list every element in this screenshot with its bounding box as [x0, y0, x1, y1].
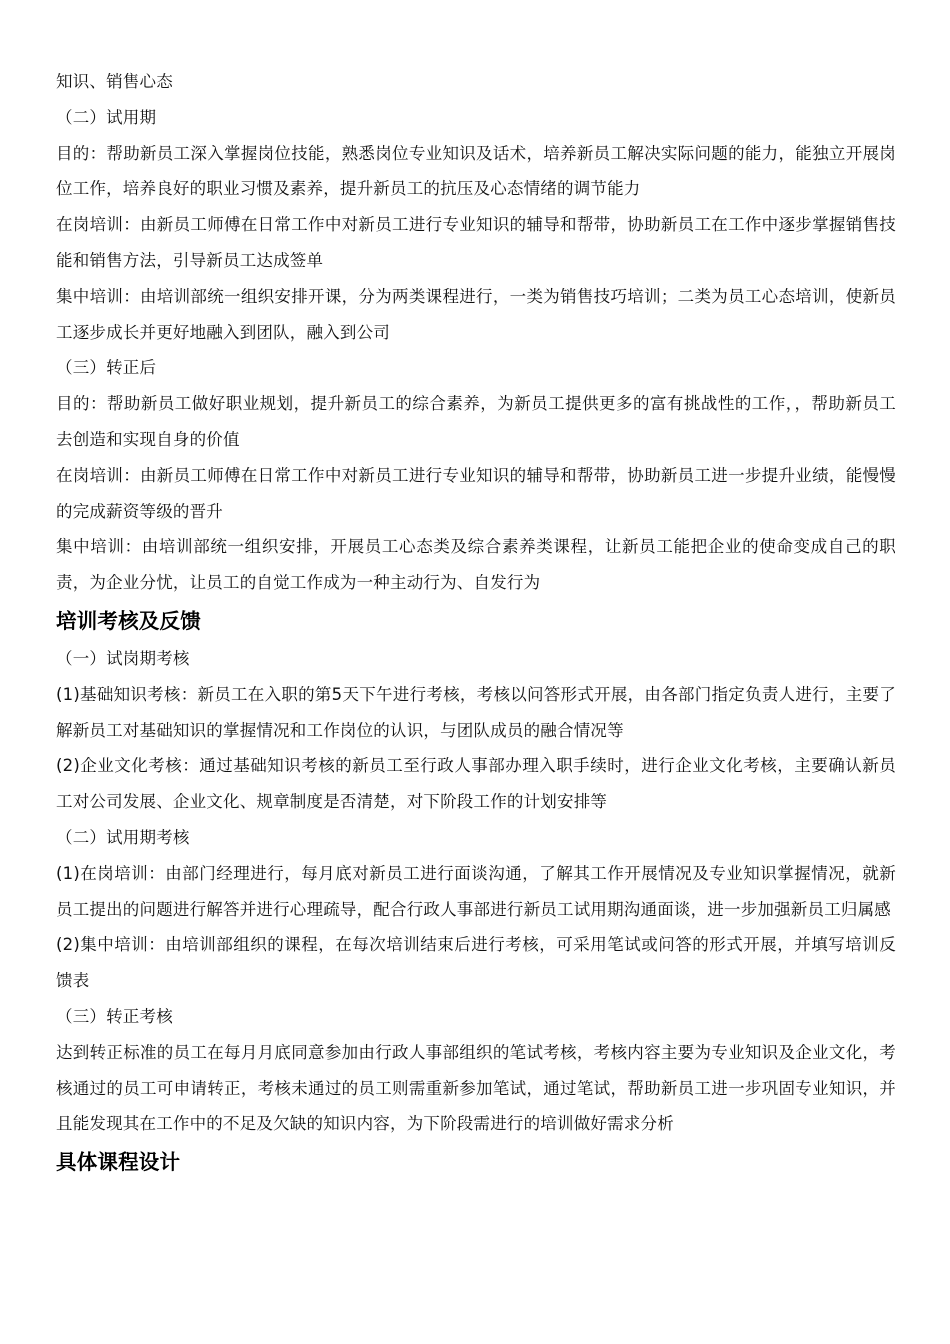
probation-purpose: 目的：帮助新员工深入掌握岗位技能，熟悉岗位专业知识及话术，培养新员工解决实际问题的能力，能独立开展岗位工作，培养良好的职业习惯及素养，提升新员工的抗压及心态情绪的调节能力 — [56, 143, 896, 199]
subheading-probation-period: （二）试用期 — [56, 107, 157, 127]
regular-central-training: 集中培训：由培训部统一组织安排，开展员工心态类及综合素养类课程，让新员工能把企业的使命变成自己的职责，为企业分忧，让员工的自觉工作成为一种主动行为、自发行为 — [56, 537, 896, 593]
regularization-assessment-text: 达到转正标准的员工在每月月底同意参加由行政人事部组织的笔试考核，考核内容主要为专业知识及企业文化，考核通过的员工可申请转正，考核未通过的员工则需重新参加笔试，通过笔试，帮助新员工进一步巩固专业知识，并且能发现其在工作中的不足及欠缺的知识内容，为下阶段需进行的培训做好需求分析 — [56, 1042, 896, 1134]
probation-central-assessment: (2)集中培训：由培训部组织的课程，在每次培训结束后进行考核，可采用笔试或问答的形式开展，并填写培训反馈表 — [56, 935, 896, 991]
document-body — [56, 64, 896, 1182]
regular-purpose: 目的：帮助新员工做好职业规划，提升新员工的综合素养，为新员工提供更多的富有挑战性的工作，，帮助新员工去创造和实现自身的价值 — [56, 394, 896, 449]
probation-onjob-training: 在岗培训：由新员工师傅在日常工作中对新员工进行专业知识的辅导和帮带，协助新员工在工作中逐步掌握销售技能和销售方法，引导新员工达成签单 — [56, 215, 896, 270]
regular-onjob-training: 在岗培训：由新员工师傅在日常工作中对新员工进行专业知识的辅导和帮带，协助新员工进一步提升业绩，能慢慢的完成薪资等级的晋升 — [56, 465, 896, 521]
subheading-regularization-assessment: （三）转正考核 — [56, 1006, 173, 1026]
line-knowledge-mindset: 知识、销售心态 — [56, 72, 173, 91]
subheading-after-regularization: （三）转正后 — [56, 358, 157, 378]
heading-assessment-feedback: 培训考核及反馈 — [56, 608, 201, 633]
probation-central-training: 集中培训：由培训部统一组织安排开课，分为两类课程进行，一类为销售技巧培训；二类为员工心态培训，使新员工逐步成长并更好地融入到团队，融入到公司 — [56, 286, 896, 342]
heading-course-design: 具体课程设计 — [56, 1150, 181, 1175]
subheading-trial-assessment: （一）试岗期考核 — [56, 648, 190, 668]
trial-basic-knowledge-assessment: (1)基础知识考核：新员工在入职的第5天下午进行考核，考核以问答形式开展，由各部门指定负责人进行，主要了解新员工对基础知识的掌握情况和工作岗位的认识，与团队成员的融合情况等 — [56, 684, 896, 740]
subheading-probation-assessment: （二）试用期考核 — [56, 827, 190, 847]
probation-onjob-assessment: (1)在岗培训：由部门经理进行，每月底对新员工进行面谈沟通，了解其工作开展情况及专业知识掌握情况，就新员工提出的问题进行解答并进行心理疏导，配合行政人事部进行新员工试用期沟通面谈，进一步加强新员工归属感 — [56, 863, 896, 919]
trial-culture-assessment: (2)企业文化考核：通过基础知识考核的新员工至行政人事部办理入职手续时，进行企业文化考核，主要确认新员工对公司发展、企业文化、规章制度是否清楚，对下阶段工作的计划安排等 — [56, 756, 896, 812]
